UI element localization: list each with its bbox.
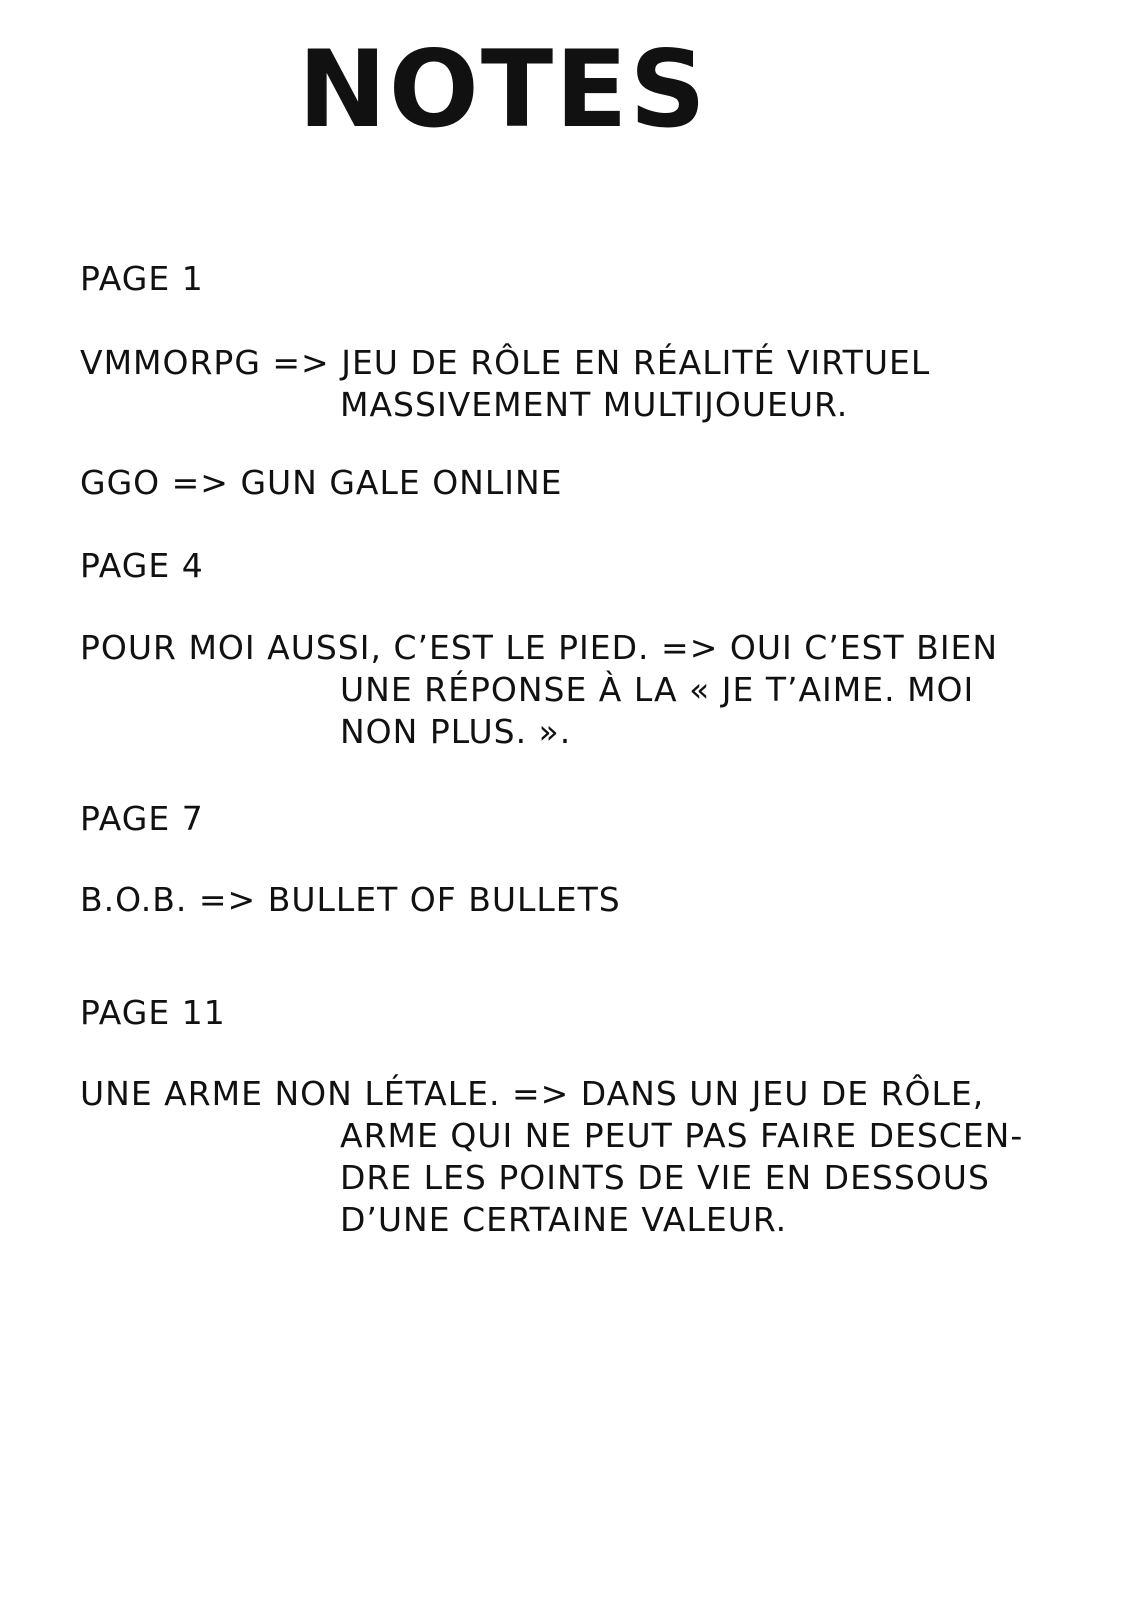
section-heading-page-1: PAGE 1 xyxy=(80,259,204,298)
note-definition-continuation: D’UNE CERTAINE VALEUR. xyxy=(340,1200,788,1239)
note-definition-continuation: DRE LES POINTS DE VIE EN DESSOUS xyxy=(340,1158,990,1197)
note-line xyxy=(80,462,563,504)
arrow-symbol: => xyxy=(171,463,229,502)
note-entry-bob xyxy=(80,879,621,921)
note-definition-continuation: UNE RÉPONSE À LA « JE T’AIME. MOI xyxy=(340,670,975,709)
note-term: GGO xyxy=(80,463,161,502)
note-entry-vmmorpg xyxy=(80,342,930,426)
note-term: UNE ARME NON LÉTALE. xyxy=(80,1074,501,1113)
arrow-symbol: => xyxy=(661,628,719,667)
note-definition: BULLET OF BULLETS xyxy=(267,880,621,919)
note-term: POUR MOI AUSSI, C’EST LE PIED. xyxy=(80,628,650,667)
note-definition-continuation: MASSIVEMENT MULTIJOUEUR. xyxy=(340,385,849,424)
arrow-symbol: => xyxy=(272,343,330,382)
note-definition: OUI C’EST BIEN xyxy=(729,628,999,667)
note-definition-continuation: NON PLUS. ». xyxy=(340,712,572,751)
note-entry-ggo xyxy=(80,462,563,504)
arrow-symbol: => xyxy=(511,1074,570,1113)
note-entry-arme xyxy=(80,1073,1023,1241)
section-heading-page-7: PAGE 7 xyxy=(80,799,204,838)
note-line xyxy=(80,342,930,384)
note-line xyxy=(80,879,621,921)
note-definition: DANS UN JEU DE RÔLE, xyxy=(580,1074,985,1113)
section-heading-page-4: PAGE 4 xyxy=(80,546,204,585)
note-definition: JEU DE RÔLE EN RÉALITÉ VIRTUEL xyxy=(341,343,931,382)
note-line xyxy=(80,1073,1023,1115)
page-title: NOTES xyxy=(298,28,708,151)
note-definition-continuation: ARME QUI NE PEUT PAS FAIRE DESCEN- xyxy=(340,1116,1024,1155)
note-entry-pied xyxy=(80,627,998,753)
note-term: VMMORPG xyxy=(80,343,261,382)
arrow-symbol: => xyxy=(198,880,257,919)
note-line xyxy=(80,627,998,669)
section-heading-page-11: PAGE 11 xyxy=(80,993,226,1032)
note-term: B.O.B. xyxy=(80,880,188,919)
note-definition: GUN GALE ONLINE xyxy=(240,463,563,502)
